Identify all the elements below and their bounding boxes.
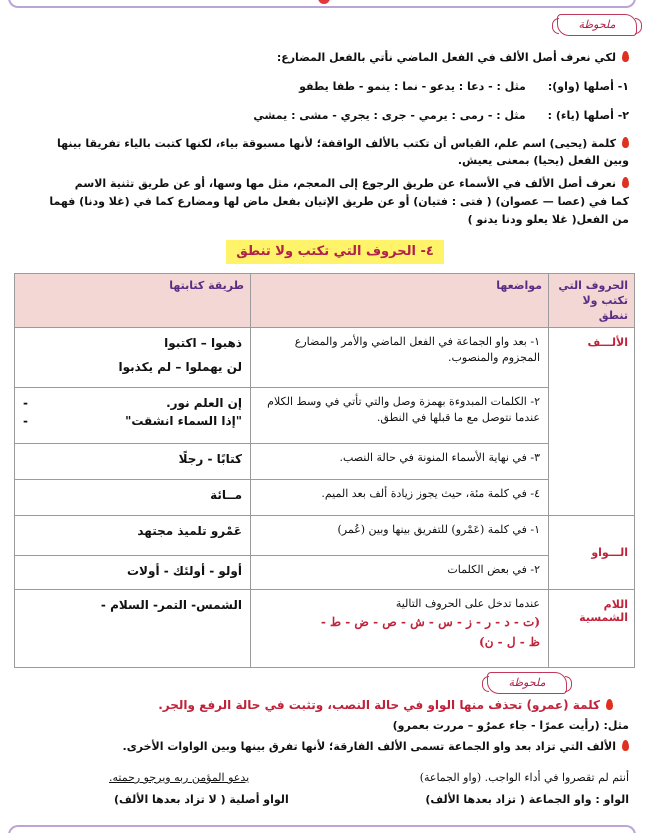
flame-icon	[622, 137, 629, 148]
lam-letters-1: (ت - د - ر - ز - س - ش - ص - ض - ط -	[320, 615, 540, 629]
note2-captions	[14, 792, 629, 808]
note-label-1: ملحوظة	[557, 14, 637, 36]
rules-table	[14, 273, 635, 668]
lam-way: الشمس- التمر- السلام -	[15, 590, 251, 668]
intro-title: لكي نعرف أصل الألف في الفعل الماضي نأتي بالفعل المضارع:	[14, 50, 629, 66]
waw-way-1: عَمْرو تلميذ مجتهد	[15, 516, 251, 556]
section-heading: ٤- الحروف التي تكتب ولا تنطق	[226, 240, 444, 264]
alef-place-4: ٤- في كلمة مئة، حيث يجوز زيادة ألف بعد الميم.	[251, 480, 549, 516]
bottom-frame	[8, 825, 636, 833]
alef-way-2b: "إذا السماء انشقت"	[125, 414, 242, 428]
note2-sentences	[14, 770, 629, 786]
sentence-left: يدعو المؤمن ربه ويرجو رحمته.	[109, 771, 250, 784]
caption-left: الواو أصلية ( لا تزاد بعدها الألف)	[114, 793, 289, 806]
sentence-right: أنتم لم تقصروا في أداء الواجب. (واو الجماعة)	[419, 771, 629, 784]
alef-way-2	[15, 388, 251, 444]
alef-way-2a-row	[23, 394, 242, 412]
alef-label: الألـــف	[549, 328, 635, 516]
alef-way-4: مــائة	[15, 480, 251, 516]
top-frame	[8, 0, 636, 8]
dash: -	[23, 396, 28, 410]
flame-icon	[606, 699, 613, 710]
caption-right: الواو : واو الجماعة ( تزاد بعدها الألف)	[425, 793, 629, 806]
intro-ya: ٢- أصلها (ياء) :مثل : - رمى : يرمي - جرى : يجري - مشى : يمشي	[253, 109, 629, 122]
header-places: مواضعها	[251, 274, 549, 328]
note2-alef: الألف التي تزاد بعد واو الجماعة تسمى الألف الفارقة؛ لأنها تفرق بينها وبين الواوات الأخرى.	[14, 739, 629, 755]
dash: -	[23, 414, 28, 428]
alef-place-1: ١- بعد واو الجماعة في الفعل الماضي والأمر والمضارع المجزوم والمنصوب.	[251, 328, 549, 388]
paragraph-origin-cont2: من الفعل( غلا يعلو ودنا يدنو )	[467, 213, 629, 226]
alef-way-3: كتابًا - رجلًا	[15, 444, 251, 480]
lam-place	[251, 590, 549, 668]
top-frame-dot	[318, 0, 330, 4]
waw-label: الـــواو	[549, 516, 635, 590]
alef-way-1b: لن يهملوا – لم يكذبوا	[118, 360, 242, 374]
flame-icon	[622, 177, 629, 188]
note2-example: مثل: (رأيت عمرًا - جاء عمرٌو – مررت بعمرو)	[392, 719, 629, 732]
intro-waw: ١- أصلها (واو):مثل : - دعا : يدعو - نما : ينمو - طفا يطفو	[299, 80, 629, 93]
alef-place-3: ٣- في نهاية الأسماء المنونة في حالة النصب.	[251, 444, 549, 480]
waw-way-2: أولو - أولئك - أولات	[15, 556, 251, 590]
lam-place-text: عندما تدخل على الحروف التالية	[395, 597, 540, 610]
paragraph-origin: نعرف أصل الألف في الأسماء عن طريق الرجوع إلى المعجم، مثل مها وسها، أو عن طريق تثنية الاسم	[14, 176, 629, 192]
flame-icon	[622, 51, 629, 62]
alef-place-2: ٢- الكلمات المبدوءة بهمزة وصل والتي تأتي في وسط الكلام عندما نتوصل مع ما قبلها في النطق.	[251, 388, 549, 444]
paragraph-yahya-cont: وبين الفعل (يحيا) بمعنى يعيش.	[457, 154, 629, 167]
flame-icon	[622, 740, 629, 751]
header-method: طريقة كتابتها	[15, 274, 251, 328]
header-letter: الحروف التي تكتب ولا تنطق	[549, 274, 635, 328]
paragraph-yahya: كلمة (يحيى) اسم علم، القياس أن تكتب بالألف الواقفة؛ لأنها مسبوقة بياء، لكنها كتبت بالياء تفريقا بينها	[14, 136, 629, 152]
alef-way-2a: إن العلم نور.	[166, 396, 242, 410]
note2-title: كلمة (عمرو) تحذف منها الواو في حالة النصب، وتثبت في حالة الرفع والجر.	[158, 698, 613, 712]
alef-way-1	[15, 328, 251, 388]
waw-place-1: ١- في كلمة (عَمْرو) للتفريق بينها وبين (عُمر)	[251, 516, 549, 556]
note-label-2: ملحوظة	[487, 672, 567, 694]
paragraph-origin-cont1: كما في (عصا — عصوان) ( فتى : فتيان) أو عن طريق الإتيان بفعل ماض لها ومضارع كما في (غلا ودنا) فهما	[49, 195, 629, 208]
lam-label: اللام الشمسية	[549, 590, 635, 668]
alef-way-2b-row	[23, 412, 242, 430]
waw-place-2: ٢- في بعض الكلمات	[251, 556, 549, 590]
lam-letters-2: ظ - ل - ن)	[479, 635, 540, 649]
alef-way-1a: ذهبوا – اكتبوا	[164, 336, 242, 350]
